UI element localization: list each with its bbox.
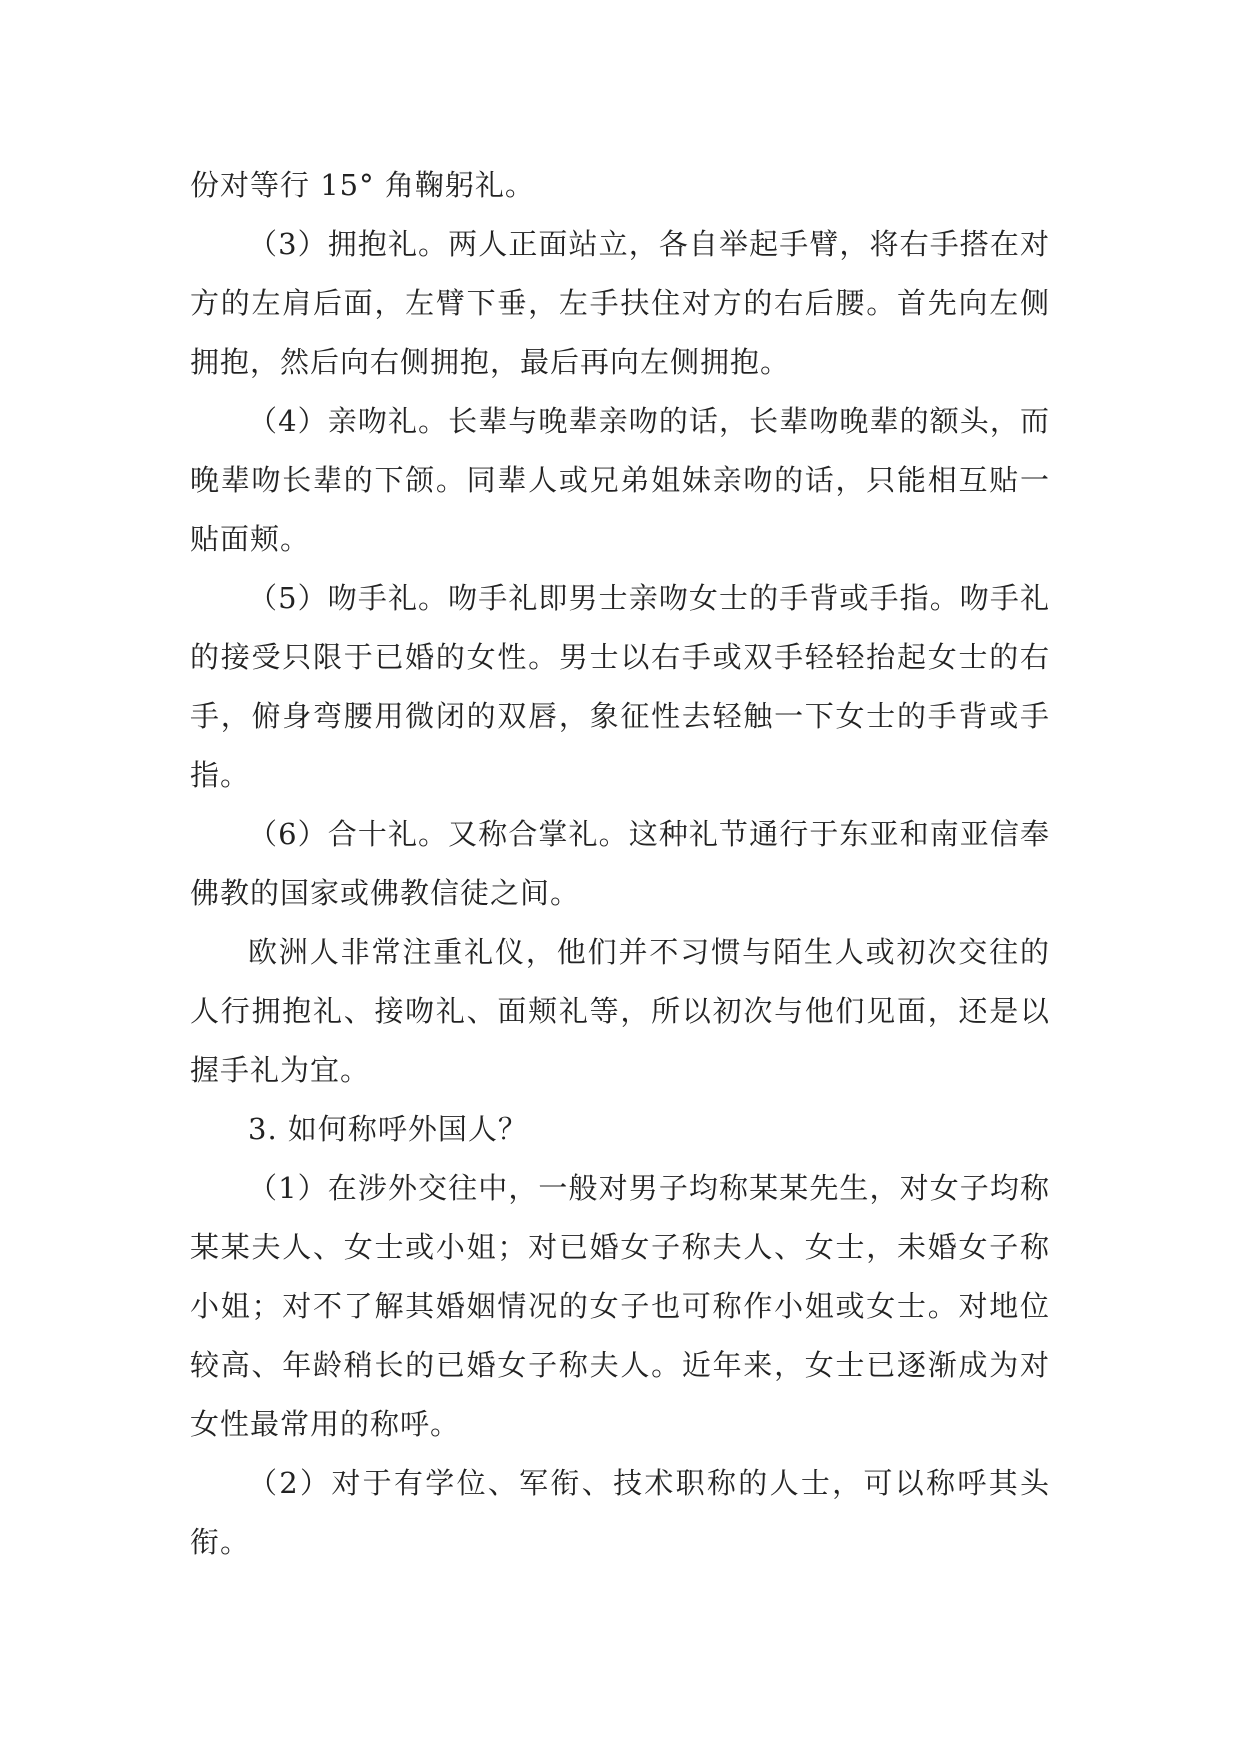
- paragraph-address-titles: （2）对于有学位、军衔、技术职称的人士，可以称呼其头衔。: [190, 1466, 1050, 1559]
- paragraph-hug-etiquette: （3）拥抱礼。两人正面站立，各自举起手臂，将右手搭在对方的左肩后面，左臂下垂，左手扶住对方的右后腰。首先向左侧拥抱，然后向右侧拥抱，最后再向左侧拥抱。: [190, 227, 1050, 379]
- paragraph-kiss-etiquette: （4）亲吻礼。长辈与晚辈亲吻的话，长辈吻晚辈的额头，而晚辈吻长辈的下颌。同辈人或兄弟姐妹亲吻的话，只能相互贴一贴面颊。: [190, 404, 1050, 556]
- paragraph-palms-together-etiquette: （6）合十礼。又称合掌礼。这种礼节通行于东亚和南亚信奉佛教的国家或佛教信徒之间。: [190, 817, 1050, 910]
- paragraph-european-etiquette: 欧洲人非常注重礼仪，他们并不习惯与陌生人或初次交往的人行拥抱礼、接吻礼、面颊礼等，所以初次与他们见面，还是以握手礼为宜。: [190, 935, 1050, 1087]
- section-heading-addressing-foreigners: 3. 如何称呼外国人？: [248, 1112, 528, 1146]
- paragraph-address-women: （1）在涉外交往中，一般对男子均称某某先生，对女子均称某某夫人、女士或小姐；对已婚女子称夫人、女士，未婚女子称小姐；对不了解其婚姻情况的女子也可称作小姐或女士。对地位较高、年龄稍长的已婚女子称夫人。近年来，女士已逐渐成为对女性最常用的称呼。: [190, 1171, 1050, 1441]
- paragraph-bow-continuation: 份对等行 15° 角鞠躬礼。: [190, 168, 535, 202]
- document-body: [190, 156, 1050, 1572]
- paragraph-hand-kiss-etiquette: （5）吻手礼。吻手礼即男士亲吻女士的手背或手指。吻手礼的接受只限于已婚的女性。男士以右手或双手轻轻抬起女士的右手，俯身弯腰用微闭的双唇，象征性去轻触一下女士的手背或手指。: [190, 581, 1050, 792]
